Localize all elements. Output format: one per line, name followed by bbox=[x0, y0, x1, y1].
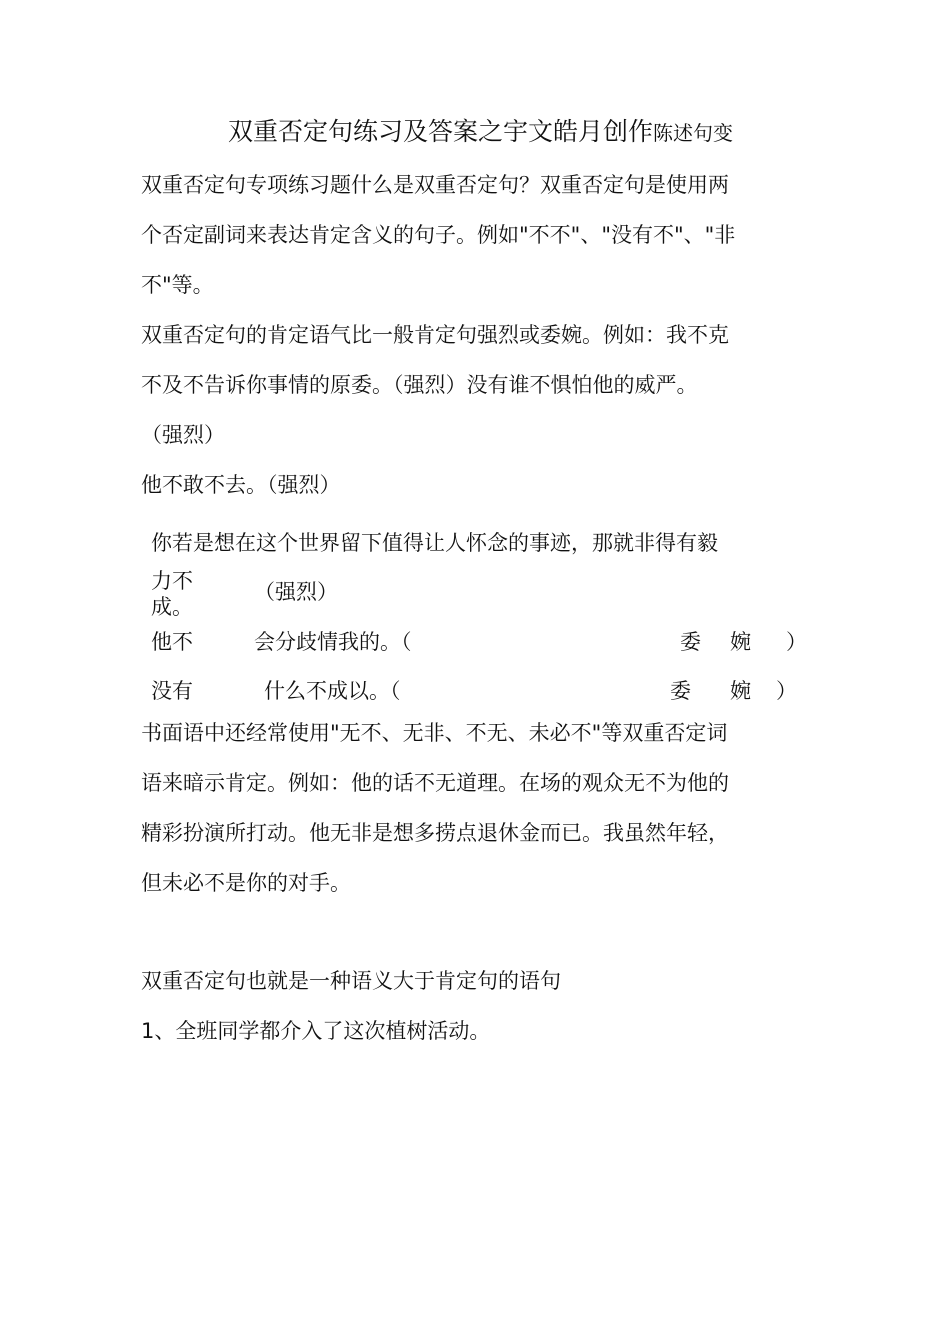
paragraph-5-tag-char-1: 委 bbox=[680, 630, 701, 654]
paragraph-8: 双重否定句也就是一种语义大于肯定句的语句 bbox=[141, 969, 561, 993]
paragraph-7-line-1: 书面语中还经常使用"无不、无非、不无、未必不"等双重否定词 bbox=[141, 721, 728, 745]
paragraph-1-line-3: 不"等。 bbox=[141, 273, 214, 297]
paragraph-1-line-2: 个否定副词来表达肯定含义的句子。例如"不不"、"没有不"、"非 bbox=[141, 223, 736, 247]
paragraph-5-tag-close: ） bbox=[786, 630, 807, 654]
paragraph-2-line-3: （强烈） bbox=[141, 423, 225, 447]
paragraph-4-tag: （强烈） bbox=[254, 580, 338, 604]
paragraph-6-tag-close: ） bbox=[776, 679, 797, 703]
paragraph-1-line-1: 双重否定句专项练习题什么是双重否定句？双重否定句是使用两 bbox=[141, 173, 729, 197]
paragraph-6-middle: 什么不成以。（ bbox=[264, 679, 401, 703]
paragraph-2-line-1: 双重否定句的肯定语气比一般肯定句强烈或委婉。例如：我不克 bbox=[141, 323, 729, 347]
paragraph-2-line-2: 不及不告诉你事情的原委。（强烈）没有谁不惧怕他的威严。 bbox=[141, 373, 698, 397]
paragraph-3: 他不敢不去。（强烈） bbox=[141, 473, 341, 497]
title-tail-text: 陈述句变 bbox=[653, 121, 734, 145]
document-title bbox=[228, 116, 733, 149]
exercise-item-1: 1、全班同学都介入了这次植树活动。 bbox=[141, 1019, 491, 1043]
title-main-text: 双重否定句练习及答案之宇文皓月创作 bbox=[228, 117, 654, 146]
paragraph-6-tag-char-1: 委 bbox=[670, 679, 691, 703]
paragraph-4-line-1: 你若是想在这个世界留下值得让人怀念的事迹，那就非得有毅 bbox=[151, 531, 718, 555]
paragraph-7-line-4: 但未必不是你的对手。 bbox=[141, 871, 351, 895]
paragraph-4-fragment-b: 成。 bbox=[151, 595, 193, 619]
paragraph-7-line-3: 精彩扮演所打动。他无非是想多捞点退休金而已。我虽然年轻， bbox=[141, 821, 729, 845]
paragraph-5-start: 他不 bbox=[151, 630, 193, 654]
paragraph-7-line-2: 语来暗示肯定。例如：他的话不无道理。在场的观众无不为他的 bbox=[141, 771, 729, 795]
paragraph-5-middle: 会分歧情我的。（ bbox=[254, 630, 412, 654]
paragraph-5-tag-char-2: 婉 bbox=[730, 630, 751, 654]
paragraph-6-start: 没有 bbox=[151, 679, 193, 703]
paragraph-4-fragment-a: 力不 bbox=[151, 569, 193, 593]
paragraph-6-tag-char-2: 婉 bbox=[730, 679, 751, 703]
